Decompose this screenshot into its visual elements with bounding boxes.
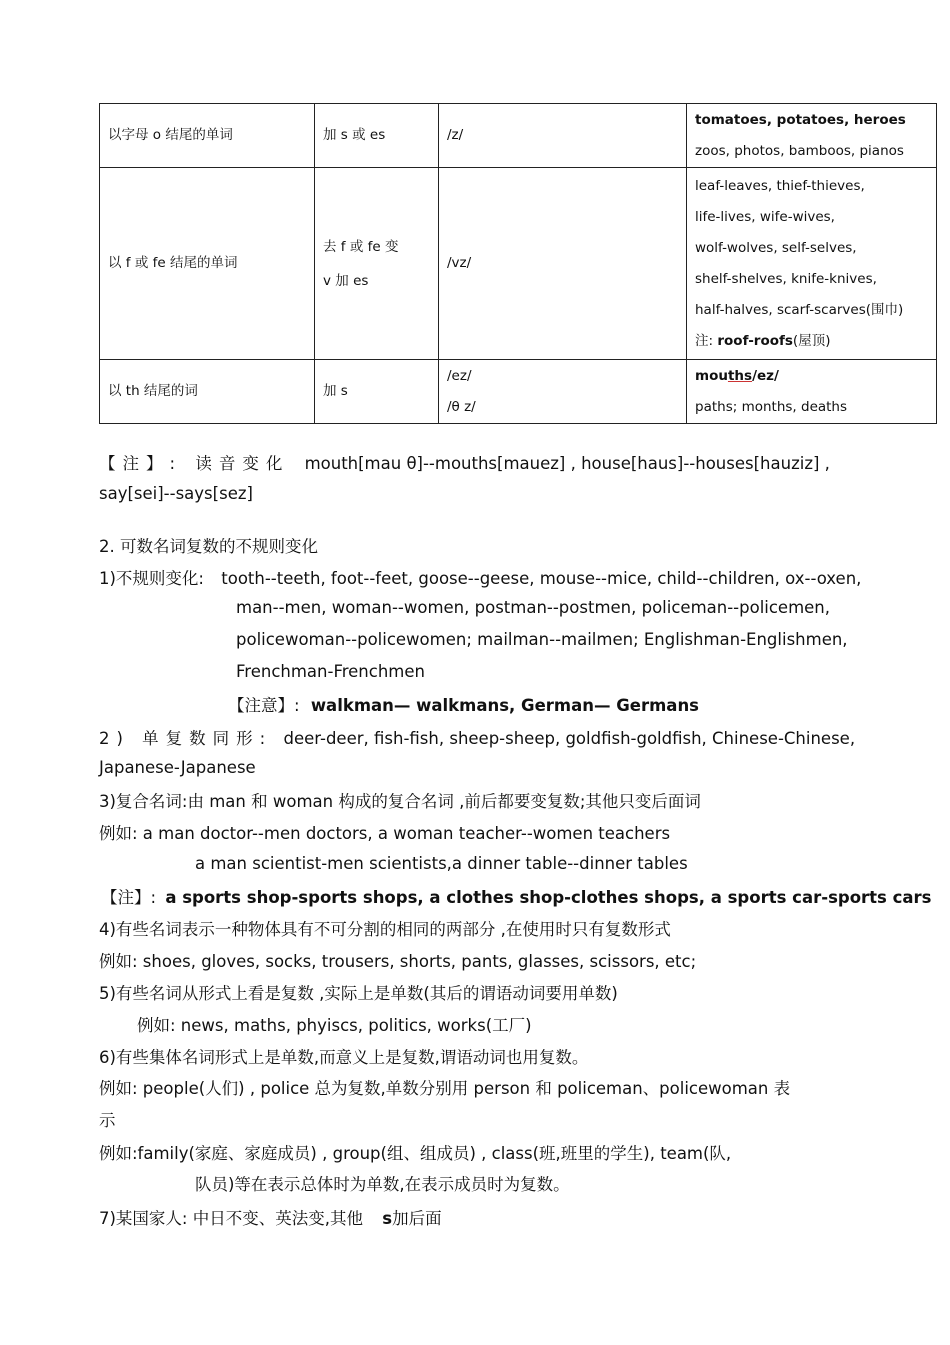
- rule-cell: 加 s: [315, 360, 439, 424]
- collective-line-3: 示: [99, 1111, 116, 1130]
- irregular-label: 1)不规则变化:: [99, 569, 204, 588]
- irregular-line-4: Frenchman-Frenchmen: [236, 662, 425, 681]
- sound-line: /ez/: [447, 367, 472, 384]
- note-label: 注:: [695, 332, 714, 349]
- singular-line-2: 例如: news, maths, phyiscs, politics, works(工厂): [137, 1016, 532, 1035]
- example-line: wolf-wolves, self-selves,: [695, 239, 857, 256]
- pronunciation-note-cont: say[sei]--says[sez]: [99, 484, 253, 503]
- rule-line: 去 f 或 fe 变: [323, 238, 399, 255]
- sound-cell: [439, 360, 687, 424]
- example-prefix: mou: [695, 367, 728, 384]
- example-note: [695, 326, 928, 357]
- example-line: life-lives, wife-wives,: [695, 208, 835, 225]
- compound-note: [101, 884, 932, 908]
- sound-line: /θ z/: [447, 398, 476, 415]
- example-underlined: ths: [727, 367, 753, 384]
- plural-rules-table: [99, 103, 937, 424]
- table-row: [100, 104, 937, 168]
- compound-line-1: 3)复合名词:由 man 和 woman 构成的复合名词 ,前后都要变复数;其他只变后面词: [99, 792, 701, 811]
- ending-cell: 以 f 或 fe 结尾的单词: [100, 168, 315, 360]
- example-line: tomatoes, potatoes, heroes: [695, 111, 906, 128]
- same-form-line-2: Japanese-Japanese: [99, 758, 256, 777]
- irregular-line-1: [99, 565, 861, 589]
- examples-cell: [687, 360, 937, 424]
- note-text: a sports shop-sports shops, a clothes shop-clothes shops, a sports car-sports cars: [165, 888, 932, 907]
- example-suffix: /ez/: [752, 367, 779, 384]
- nationality-suffix: 加后面: [392, 1209, 442, 1228]
- note-label: 【注】:: [101, 888, 157, 907]
- table-row: [100, 168, 937, 360]
- collective-line-4: 例如:family(家庭、家庭成员) , group(组、组成员) , class(班,班里的学生), team(队,: [99, 1144, 732, 1163]
- example-line: leaf-leaves, thief-thieves,: [695, 177, 865, 194]
- nationality-bold: s: [382, 1209, 393, 1228]
- rule-cell: 加 s 或 es: [315, 104, 439, 168]
- nationality-line: [99, 1205, 442, 1229]
- example-line: zoos, photos, bamboos, pianos: [695, 142, 904, 159]
- examples-cell: [687, 104, 937, 168]
- note-title: 读音变化: [195, 454, 290, 473]
- collective-line-5: 队员)等在表示总体时为单数,在表示成员时为复数。: [195, 1175, 570, 1194]
- ending-cell: 以 th 结尾的词: [100, 360, 315, 424]
- singular-line-1: 5)有些名词从形式上看是复数 ,实际上是单数(其后的谓语动词要用单数): [99, 984, 618, 1003]
- compound-line-2: 例如: a man doctor--men doctors, a woman teacher--women teachers: [99, 824, 671, 843]
- collective-line-1: 6)有些集体名词形式上是单数,而意义上是复数,谓语动词也用复数。: [99, 1048, 589, 1067]
- examples-cell: [687, 168, 937, 360]
- collective-line-2: 例如: people(人们) , police 总为复数,单数分别用 person 和 policeman、policewoman 表: [99, 1079, 791, 1098]
- note-label: 【注】:: [99, 454, 183, 473]
- note-text: mouth[mau θ]--mouths[mauez] , house[haus]--houses[hauziz] ,: [304, 454, 830, 473]
- example-line: shelf-shelves, knife-knives,: [695, 270, 877, 287]
- example-line: paths; months, deaths: [695, 398, 848, 415]
- note-text: walkman— walkmans, German— Germans: [310, 696, 700, 715]
- irregular-note: [228, 692, 699, 716]
- pronunciation-note: [99, 450, 830, 474]
- nationality-prefix: 7)某国家人: 中日不变、英法变,其他: [99, 1209, 363, 1228]
- sound-cell: /vz/: [439, 168, 687, 360]
- pairs-line-2: 例如: shoes, gloves, socks, trousers, shorts, pants, glasses, scissors, etc;: [99, 952, 697, 971]
- example-line: half-halves, scarf-scarves(围巾): [695, 301, 904, 318]
- pairs-line-1: 4)有些名词表示一种物体具有不可分割的相同的两部分 ,在使用时只有复数形式: [99, 920, 671, 939]
- ending-cell: 以字母 o 结尾的单词: [100, 104, 315, 168]
- sound-cell: /z/: [439, 104, 687, 168]
- section-heading: 2. 可数名词复数的不规则变化: [99, 537, 318, 556]
- rule-line: v 加 es: [323, 272, 369, 289]
- same-form-line: [99, 725, 855, 749]
- compound-line-3: a man scientist-men scientists,a dinner table--dinner tables: [195, 854, 688, 873]
- note-word: roof-roofs: [717, 332, 793, 349]
- irregular-line-2: man--men, woman--women, postman--postmen, policeman--policemen,: [236, 598, 831, 617]
- same-form-text: deer-deer, fish-fish, sheep-sheep, goldfish-goldfish, Chinese-Chinese,: [283, 729, 856, 748]
- table-row: [100, 360, 937, 424]
- example-line-mouths: [695, 361, 928, 392]
- irregular-line-3: policewoman--policewomen; mailman--mailmen; Englishman-Englishmen,: [236, 630, 848, 649]
- note-label: 【注意】:: [228, 696, 300, 715]
- irregular-text: tooth--teeth, foot--feet, goose--geese, mouse--mice, child--children, ox--oxen,: [221, 569, 862, 588]
- rule-cell: [315, 168, 439, 360]
- note-gloss: (屋顶): [792, 332, 831, 349]
- same-form-label: 2) 单复数同形:: [99, 729, 273, 748]
